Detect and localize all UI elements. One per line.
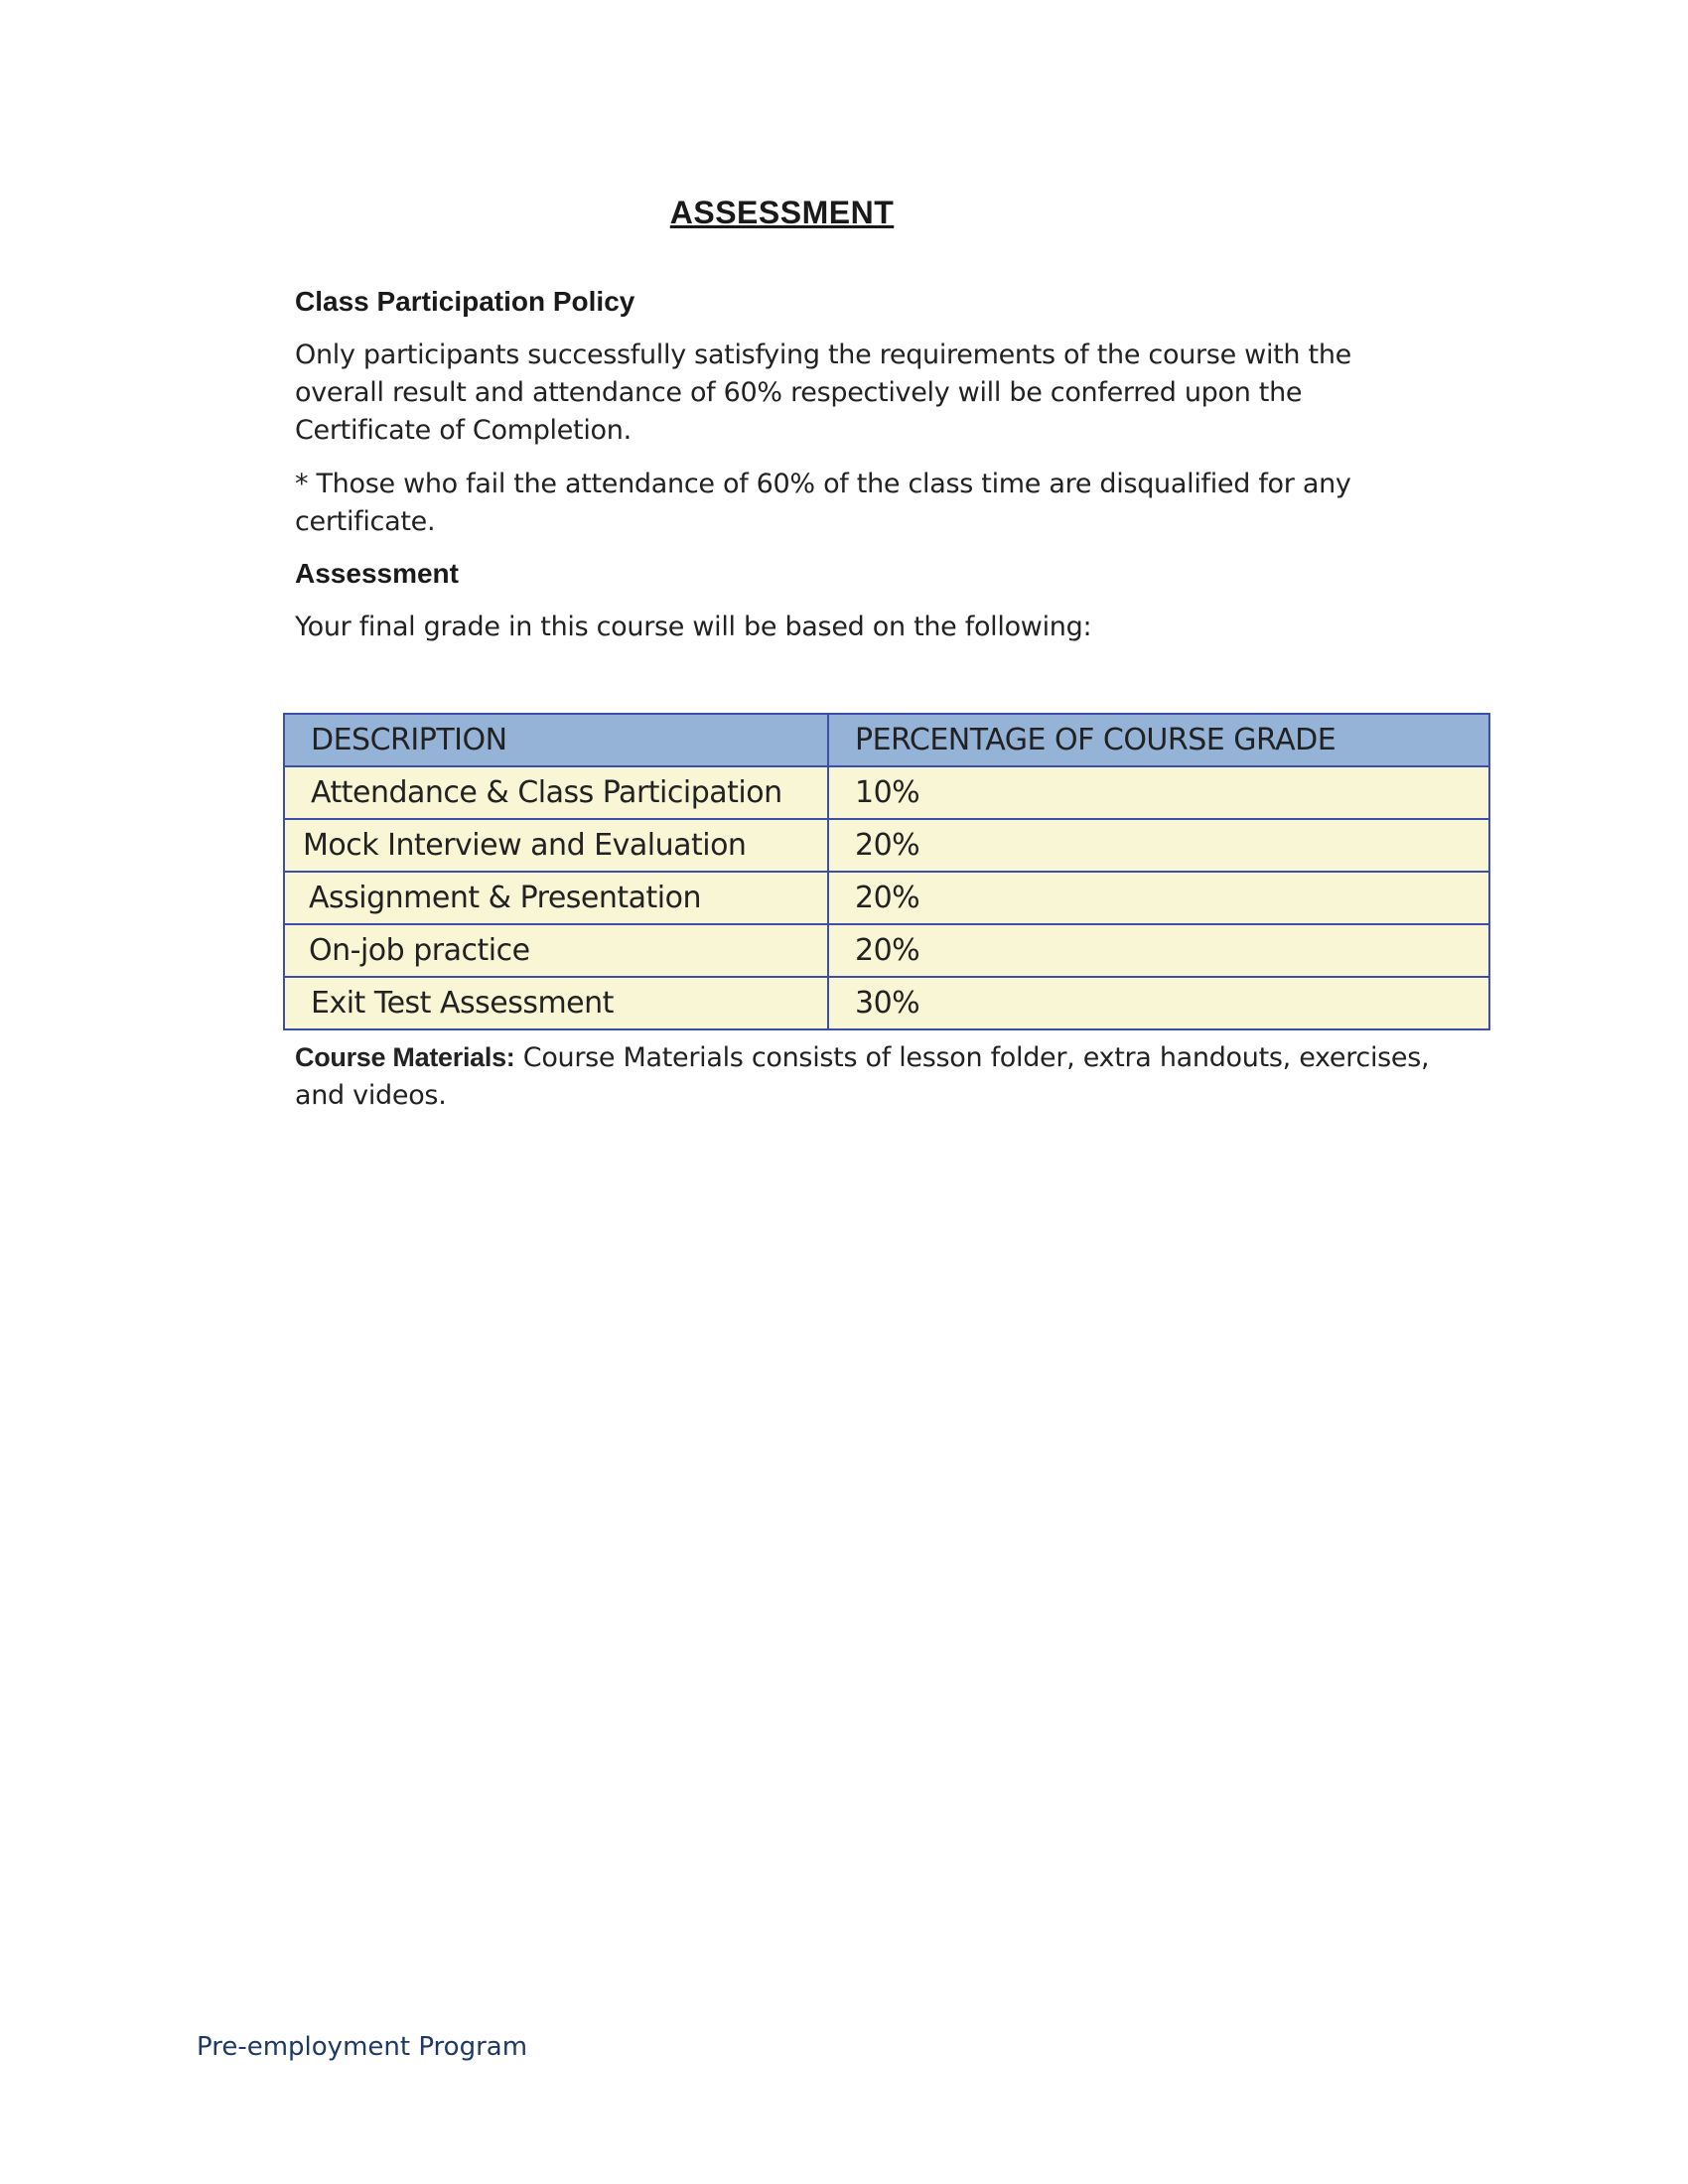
row-description: Assignment & Presentation — [284, 872, 828, 924]
participation-policy-line-3: Certificate of Completion. — [295, 415, 632, 446]
participation-policy-line-2: overall result and attendance of 60% respectively will be conferred upon the — [295, 377, 1303, 408]
table-row — [284, 977, 1489, 1029]
header-percentage: PERCENTAGE OF COURSE GRADE — [828, 714, 1489, 766]
course-materials-text: Course Materials consists of lesson folder, extra handouts, exercises, — [514, 1042, 1430, 1073]
assessment-heading: Assessment — [295, 558, 459, 589]
course-materials-label: Course Materials: — [295, 1042, 515, 1072]
table-row — [284, 872, 1489, 924]
row-description: Exit Test Assessment — [284, 977, 828, 1029]
table-header-row — [284, 714, 1489, 766]
body-content — [295, 283, 1486, 646]
row-percentage: 20% — [828, 872, 1489, 924]
course-materials-text-line-2: and videos. — [295, 1080, 447, 1111]
row-description: On-job practice — [284, 924, 828, 977]
disqualification-note-line-1: * Those who fail the attendance of 60% of the class time are disqualified for any — [295, 469, 1351, 499]
row-percentage: 10% — [828, 766, 1489, 819]
row-percentage: 20% — [828, 819, 1489, 872]
participation-policy-heading: Class Participation Policy — [295, 286, 635, 317]
table-row — [284, 819, 1489, 872]
participation-policy-line-1: Only participants successfully satisfying the requirements of the course with the — [295, 340, 1351, 370]
grade-breakdown-table — [283, 713, 1490, 1030]
spacer — [295, 541, 1486, 555]
row-percentage: 30% — [828, 977, 1489, 1029]
course-materials — [295, 1038, 1496, 1115]
row-description: Attendance & Class Participation — [284, 766, 828, 819]
spacer — [295, 321, 1486, 337]
header-description: DESCRIPTION — [284, 714, 828, 766]
spacer — [295, 450, 1486, 466]
page-title: ASSESSMENT — [669, 195, 895, 230]
disqualification-note-line-2: certificate. — [295, 506, 436, 537]
assessment-intro: Your final grade in this course will be based on the following: — [295, 612, 1092, 642]
spacer — [295, 593, 1486, 609]
table-row — [284, 766, 1489, 819]
row-percentage: 20% — [828, 924, 1489, 977]
table-row — [284, 924, 1489, 977]
row-description: Mock Interview and Evaluation — [284, 819, 828, 872]
page-footer: Pre-employment Program — [197, 2032, 528, 2062]
